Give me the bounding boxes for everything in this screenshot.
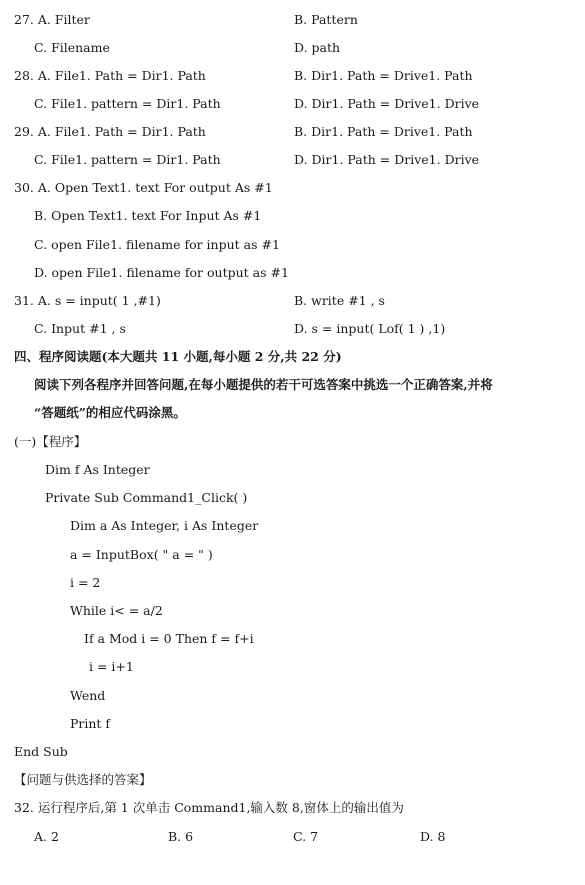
section-4-title: 四、程序阅读题(本大题共 11 小题,每小题 2 分,共 22 分) xyxy=(14,349,342,364)
code-line: Dim f As Integer xyxy=(45,462,150,477)
q30-option-a: 30. A. Open Text1. text For output As #1 xyxy=(14,180,273,195)
q32-option-a: A. 2 xyxy=(34,829,59,844)
q31-option-d: D. s = input( Lof( 1 ) ,1) xyxy=(294,321,446,336)
q31-option-c: C. Input #1 , s xyxy=(34,321,126,336)
q32-option-c: C. 7 xyxy=(293,829,319,844)
q29-option-d: D. Dir1. Path = Drive1. Drive xyxy=(294,152,480,167)
code-line: While i< = a/2 xyxy=(70,603,163,618)
code-line: a = InputBox( " a = " ) xyxy=(70,547,213,562)
q28-option-b: B. Dir1. Path = Drive1. Path xyxy=(294,68,473,83)
q27-option-c: C. Filename xyxy=(34,40,110,55)
code-line: Print f xyxy=(70,716,111,731)
code-line: i = i+1 xyxy=(89,659,134,674)
code-line: i = 2 xyxy=(70,575,101,590)
qa-heading: 【问题与供选择的答案】 xyxy=(14,772,152,787)
q32-option-b: B. 6 xyxy=(168,829,194,844)
q30-option-b: B. Open Text1. text For Input As #1 xyxy=(34,208,262,223)
code-line: Dim a As Integer, i As Integer xyxy=(70,518,259,533)
section-4-instruction-line-2: “答题纸”的相应代码涂黑。 xyxy=(34,405,186,420)
q29-option-c: C. File1. pattern = Dir1. Path xyxy=(34,152,221,167)
q30-option-c: C. open File1. filename for input as #1 xyxy=(34,237,280,252)
q28-option-d: D. Dir1. Path = Drive1. Drive xyxy=(294,96,480,111)
q29-option-a: 29. A. File1. Path = Dir1. Path xyxy=(14,124,206,139)
q27-option-d: D. path xyxy=(294,40,341,55)
q31-option-a: 31. A. s = input( 1 ,#1) xyxy=(14,293,161,308)
code-line: End Sub xyxy=(14,744,68,759)
q27-option-a: 27. A. Filter xyxy=(14,12,90,27)
code-line: Wend xyxy=(70,688,106,703)
q28-option-c: C. File1. pattern = Dir1. Path xyxy=(34,96,221,111)
q28-option-a: 28. A. File1. Path = Dir1. Path xyxy=(14,68,206,83)
q27-option-b: B. Pattern xyxy=(294,12,358,27)
q32-stem: 32. 运行程序后,第 1 次单击 Command1,输入数 8,窗体上的输出值为 xyxy=(14,800,404,815)
code-line: Private Sub Command1_Click( ) xyxy=(45,490,248,505)
code-line: If a Mod i = 0 Then f = f+i xyxy=(84,631,254,646)
program-1-heading: (一)【程序】 xyxy=(14,434,87,449)
q30-option-d: D. open File1. filename for output as #1 xyxy=(34,265,289,280)
section-4-instruction-line-1: 阅读下列各程序并回答问题,在每小题提供的若干可选答案中挑选一个正确答案,并将 xyxy=(34,377,493,392)
q29-option-b: B. Dir1. Path = Drive1. Path xyxy=(294,124,473,139)
q32-option-d: D. 8 xyxy=(420,829,446,844)
q31-option-b: B. write #1 , s xyxy=(294,293,385,308)
